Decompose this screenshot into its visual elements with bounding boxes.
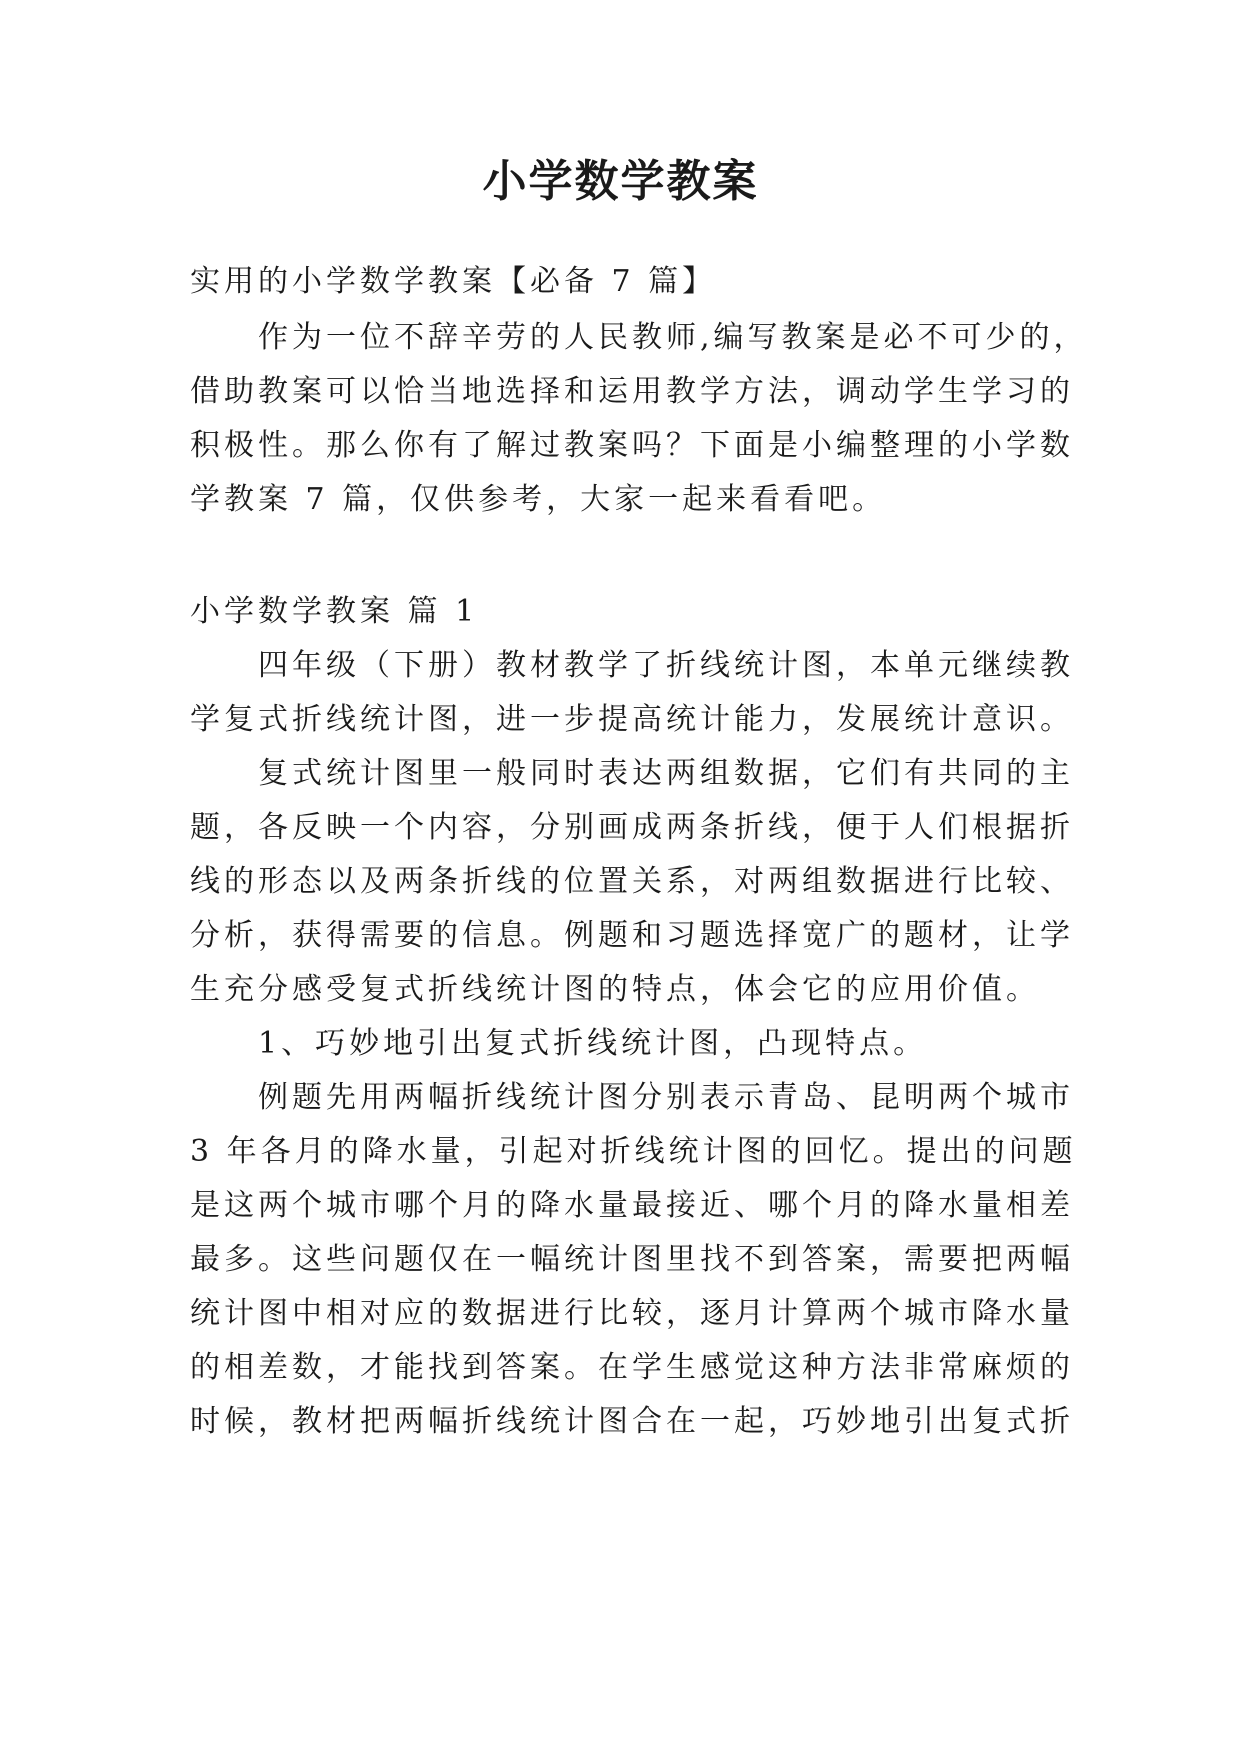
intro-line: 积极性。那么你有了解过教案吗？下面是小编整理的小学数 [190,428,1074,463]
paragraph-line: 例题先用两幅折线统计图分别表示青岛、昆明两个城市 [258,1080,1074,1115]
paragraph-line: 最多。这些问题仅在一幅统计图里找不到答案，需要把两幅 [190,1242,1074,1277]
intro-line: 作为一位不辞辛劳的人民教师,编写教案是必不可少的， [258,320,1088,355]
section-heading: 小学数学教案 篇 1 [190,594,479,629]
paragraph-line: 的相差数，才能找到答案。在学生感觉这种方法非常麻烦的 [190,1350,1074,1385]
paragraph-line: 线的形态以及两条折线的位置关系，对两组数据进行比较、 [190,864,1074,899]
paragraph-line: 学复式折线统计图，进一步提高统计能力，发展统计意识。 [190,702,1074,737]
document-title: 小学数学教案 [482,156,759,207]
paragraph-line: 题，各反映一个内容，分别画成两条折线，便于人们根据折 [190,810,1074,845]
paragraph-line: 生充分感受复式折线统计图的特点，体会它的应用价值。 [190,972,1040,1007]
paragraph-line: 统计图中相对应的数据进行比较，逐月计算两个城市降水量 [190,1296,1074,1331]
paragraph-line: 分析，获得需要的信息。例题和习题选择宽广的题材，让学 [190,918,1074,953]
paragraph-line: 四年级（下册）教材教学了折线统计图，本单元继续教 [258,648,1074,683]
paragraph-line: 是这两个城市哪个月的降水量最接近、哪个月的降水量相差 [190,1188,1074,1223]
paragraph-line: 1、巧妙地引出复式折线统计图，凸现特点。 [258,1026,928,1061]
paragraph-line: 3 年各月的降水量，引起对折线统计图的回忆。提出的问题 [190,1134,1077,1169]
document-subtitle: 实用的小学数学教案【必备 7 篇】 [190,264,717,299]
paragraph-line: 复式统计图里一般同时表达两组数据，它们有共同的主 [258,756,1074,791]
paragraph-line: 时候，教材把两幅折线统计图合在一起，巧妙地引出复式折 [190,1404,1074,1439]
intro-line: 借助教案可以恰当地选择和运用教学方法，调动学生学习的 [190,374,1074,409]
intro-line: 学教案 7 篇，仅供参考，大家一起来看看吧。 [190,482,887,517]
